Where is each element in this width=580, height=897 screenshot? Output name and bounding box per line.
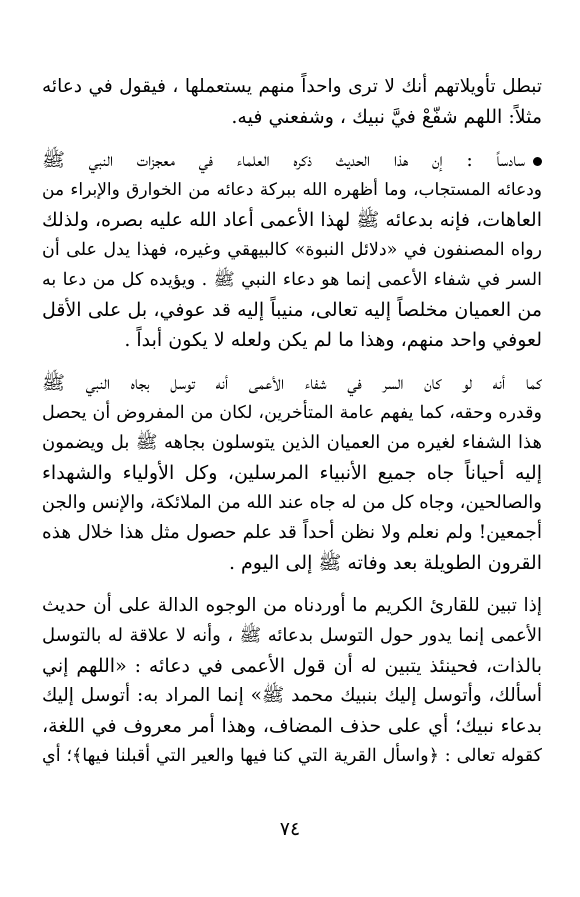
text-line: رواه المصنفون في «دلائل النبوة» كالبيهقي وغيره، فهذا يدل على أن xyxy=(42,240,542,260)
text-line: كقوله تعالى : ﴿واسأل القرية التي كنا فيها والعير التي أقبلنا فيها﴾؛ أي xyxy=(42,746,542,766)
text-line: هذا الشفاء لغيره من العميان الذين يتوسلون بجاهه ﷺ بل ويضمون xyxy=(42,432,542,453)
text-line: إذا تبين للقارئ الكريم ما أوردناه من الوجوه الدالة على أن حديث xyxy=(42,595,542,616)
paragraph-3 xyxy=(42,368,542,578)
text-line: بدعاء نبيك؛ أي على حذف المضاف، وهذا أمر معروف في اللغة، xyxy=(42,715,542,737)
text-line: الأعمى إنما يدور حول التوسل بدعائه ﷺ ، وأنه لا علاقة له بالتوسل xyxy=(42,625,542,646)
body-text xyxy=(42,72,542,771)
paragraph-4 xyxy=(42,591,542,771)
text-line: والصالحين، وجاه كل من له جاه عند الله من الملائكة، والإنس والجن xyxy=(42,492,542,513)
text-line: إليه أحياناً جاه جميع الأنبياء المرسلين، وكل الأولياء والشهداء xyxy=(42,462,542,484)
paragraph-1 xyxy=(42,72,542,132)
paragraph-2 xyxy=(42,145,542,355)
text-line: بالذات، فحينئذ يتبين له أن قول الأعمى في دعائه : «اللهم إني xyxy=(42,655,542,677)
text-line: مثلاً: اللهم شفّعْ فيَّ نبيك ، وشفعني فيه. xyxy=(231,106,542,128)
page-number: ٧٤ xyxy=(279,818,301,840)
text-line xyxy=(42,145,542,175)
text-line: السر في شفاء الأعمى إنما هو دعاء النبي ﷺ . ويؤيده كل من دعا به xyxy=(42,270,542,290)
text-line: وقدره وحقه، كما يفهم عامة المتأخرين، لكان من المفروض أن يحصل xyxy=(42,403,542,423)
bullet-icon xyxy=(533,157,542,166)
text-line: ودعائه المستجاب، وما أظهره الله ببركة دعائه من الخوارق والإبراء من xyxy=(42,180,542,200)
text-line: العاهات، فإنه بدعائه ﷺ لهذا الأعمى أعاد الله عليه بصره، ولذلك xyxy=(42,209,542,231)
text-line: من العميان مخلصاً إليه تعالى، منيباً إليه قد عوفي، بل على الأقل xyxy=(42,299,542,321)
text-line: تبطل تأويلاتهم أنك لا ترى واحداً منهم يستعملها ، فيقول في دعائه xyxy=(42,76,542,97)
text-line: كما أنه لو كان السر في شفاء الأعمى أنه توسل بجاه النبي ﷺ xyxy=(42,372,542,394)
text-line: أجمعين! ولم نعلم ولا نظن أحداً قد علم حصول مثل هذا خلال هذه xyxy=(42,522,542,543)
text-line: القرون الطويلة بعد وفاته ﷺ إلى اليوم . xyxy=(228,552,542,574)
text-line: لعوفي واحد منهم، وهذا ما لم يكن ولعله لا يكون أبداً . xyxy=(124,329,542,351)
text-line: أسألك، وأتوسل إليك بنبيك محمد ﷺ» إنما المراد به: أتوسل إليك xyxy=(42,685,542,706)
text-span: سادساً : إن هذا الحديث ذكره العلماء في معجزات النبي ﷺ xyxy=(42,149,525,171)
